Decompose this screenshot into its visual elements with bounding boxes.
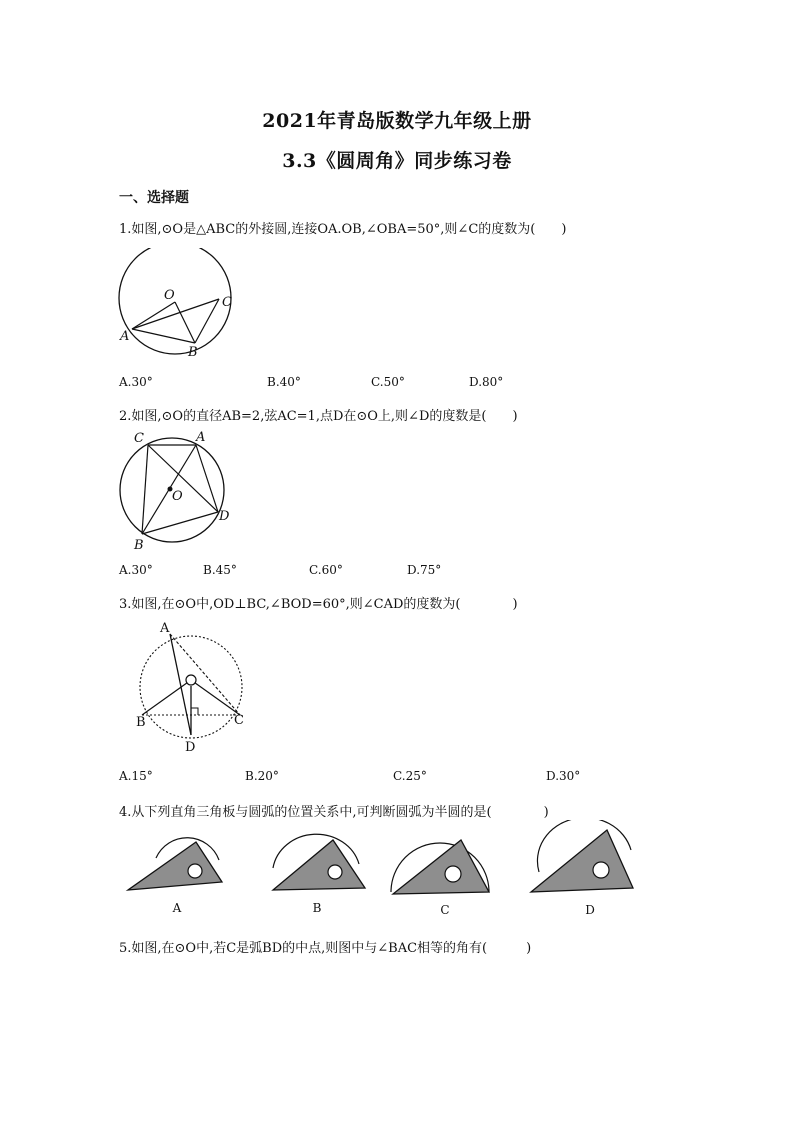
q2-option-c[interactable]: C.60° [309,563,343,577]
q1-option-d[interactable]: D.80° [469,375,504,389]
q3-option-a[interactable]: A.15° [119,769,153,783]
set-square [273,840,365,890]
label-o: O [164,288,175,303]
label-b: B [136,715,146,730]
right-angle-mark [191,708,198,715]
section-heading: 一、选择题 [119,190,189,206]
page-title: 2021年青岛版数学九年级上册 [262,110,532,132]
label-c: C [234,713,244,728]
q1-option-a[interactable]: A.30° [119,375,153,389]
q2-option-b[interactable]: B.45° [203,563,237,577]
question-1-figure [112,248,252,363]
page-subtitle: 3.3《圆周角》同步练习卷 [282,150,512,172]
q2-option-a[interactable]: A.30° [119,563,153,577]
label-b: B [188,345,198,360]
question-3-text: 3.如图,在⊙O中,OD⊥BC,∠BOD=60°,则∠CAD的度数为( ) [119,597,518,612]
question-4-text: 4.从下列直角三角板与圆弧的位置关系中,可判断圆弧为半圆的是( ) [119,805,549,820]
q1-option-c[interactable]: C.50° [371,375,405,389]
label-a: A [160,621,170,636]
q4-figure-a[interactable] [124,830,229,895]
label-c: C [134,431,144,446]
set-square [393,840,489,894]
label-a: A [196,430,206,445]
label-b: B [134,538,144,553]
label-d: D [219,509,230,524]
set-square-hole [328,865,342,879]
q4-figure-b[interactable] [267,826,372,896]
label-a: A [120,329,130,344]
label-d: D [185,740,196,755]
set-square [531,830,633,892]
center-o-marker [186,675,196,685]
segment-ac [170,634,240,715]
question-3-figure [130,618,255,758]
q4-figure-c[interactable] [385,822,495,900]
set-square-hole [445,866,461,882]
segment-oa [132,302,175,329]
question-2-text: 2.如图,⊙O的直径AB=2,弦AC=1,点D在⊙O上,则∠D的度数是( ) [119,409,518,424]
q4-figure-d[interactable] [527,820,637,900]
q3-option-d[interactable]: D.30° [546,769,581,783]
set-square-hole [593,862,609,878]
set-square-hole [188,864,202,878]
segment-cb [142,445,148,534]
q4-label-d: D [585,903,595,917]
q3-option-c[interactable]: C.25° [393,769,427,783]
segment-ab [132,329,195,343]
question-1-text: 1.如图,⊙O是△ABC的外接圆,连接OA.OB,∠OBA=50°,则∠C的度数为( ) [119,222,567,237]
question-5-text: 5.如图,在⊙O中,若C是弧BD的中点,则图中与∠BAC相等的角有( ) [119,941,532,956]
q4-label-b: B [312,901,322,915]
q3-option-b[interactable]: B.20° [245,769,279,783]
question-2-figure [112,428,242,553]
q4-label-c: C [440,903,450,917]
label-o: O [172,489,183,504]
q1-option-b[interactable]: B.40° [267,375,301,389]
set-square [128,842,222,890]
label-c: C [222,295,232,310]
q4-label-a: A [172,901,182,915]
q2-option-d[interactable]: D.75° [407,563,442,577]
